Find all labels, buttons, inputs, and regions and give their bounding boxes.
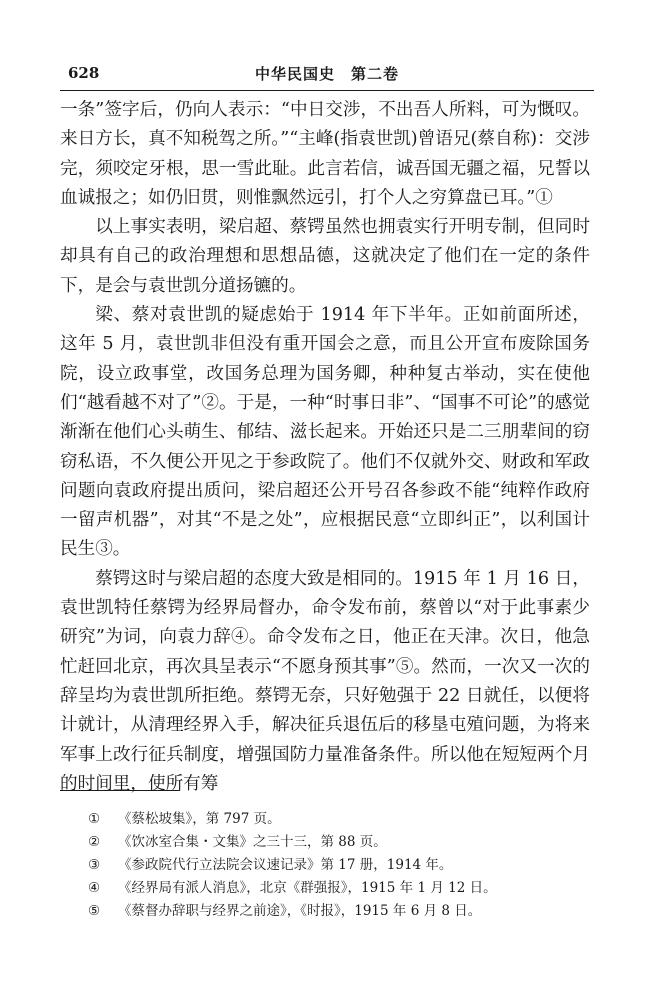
page-number: 628 <box>68 64 100 82</box>
footnote-divider <box>60 790 180 791</box>
footnote <box>88 900 588 923</box>
footnote <box>88 831 588 854</box>
body-text <box>60 96 590 799</box>
footnote-text: 《饮冰室合集・文集》之三十三，第 88 页。 <box>118 834 387 850</box>
footnote <box>88 854 588 877</box>
footnote-text: 《参政院代行立法院会议速记录》第 17 册，1914 年。 <box>118 857 453 873</box>
footnote-marker: ⑤ <box>88 903 101 919</box>
footnote-text: 《经界局有派人消息》，北京《群强报》，1915 年 1 月 12 日。 <box>118 880 497 896</box>
footnote-text: 《蔡松坡集》，第 797 页。 <box>118 811 281 827</box>
footnote-text: 《蔡督办辞职与经界之前途》，《时报》，1915 年 6 月 8 日。 <box>118 903 482 919</box>
running-title: 中华民国史 第二卷 <box>254 65 399 83</box>
page-header <box>60 60 594 91</box>
footnotes <box>88 808 588 923</box>
paragraph: 以上事实表明，梁启超、蔡锷虽然也拥袁实行开明专制，但同时却具有自己的政治理想和思想品德，这就决定了他们在一定的条件下，是会与袁世凯分道扬镳的。 <box>60 217 590 296</box>
footnote <box>88 808 588 831</box>
footnote-marker: ② <box>88 834 101 850</box>
footnote <box>88 877 588 900</box>
paragraph: 梁、蔡对袁世凯的疑虑始于 1914 年下半年。正如前面所述，这年 5 月，袁世凯非但没有重开国会之意，而且公开宣布废除国务院，设立政事堂，改国务总理为国务卿，种种复古举动，实在使他们“越看越不对了”②。于是，一种“时事日非”、“国事不可论”的感觉渐渐在他们心头萌生、郁结、滋长起来。开始还只是二三朋辈间的窃窃私语，不久便公开见之于参政院了。他们不仅就外交、财政和军政问题向袁政府提出质问，梁启超还公开号召各参政不能“纯粹作政府一留声机器”，对其“不是之处”，应根据民意“立即纠正”，以利国计民生③。 <box>60 305 590 560</box>
footnote-marker: ① <box>88 811 101 827</box>
paragraph: 蔡锷这时与梁启超的态度大致是相同的。1915 年 1 月 16 日，袁世凯特任蔡锷为经界局督办，命令发布前，蔡曾以“对于此事素少研究”为词，向袁力辞④。命令发布之日，他正在天津。次日，他急忙赶回北京，再次具呈表示“不愿身预其事”⑤。然而，一次又一次的辞呈均为袁世凯所拒绝。蔡锷无奈，只好勉强于 22 日就任，以便将计就计，从清理经界入手，解决征兵退伍后的移垦屯殖问题，为将来军事上改行征兵制度，增强国防力量准备条件。所以他在短短两个月的时间里，使所有筹 <box>60 568 590 794</box>
footnote-marker: ③ <box>88 857 101 873</box>
paragraph: 一条”签字后，仍向人表示：“中日交涉，不出吾人所料，可为慨叹。来日方长，真不知税驾之所。”“主峰(指袁世凯)曾语兄(蔡自称)：交涉完，须咬定牙根，思一雪此耻。此言若信，诚吾国无疆之福，兄誓以血诚报之；如仍旧贯，则惟飘然远引，打个人之穷算盘已耳。”① <box>60 100 590 208</box>
footnote-marker: ④ <box>88 880 101 896</box>
